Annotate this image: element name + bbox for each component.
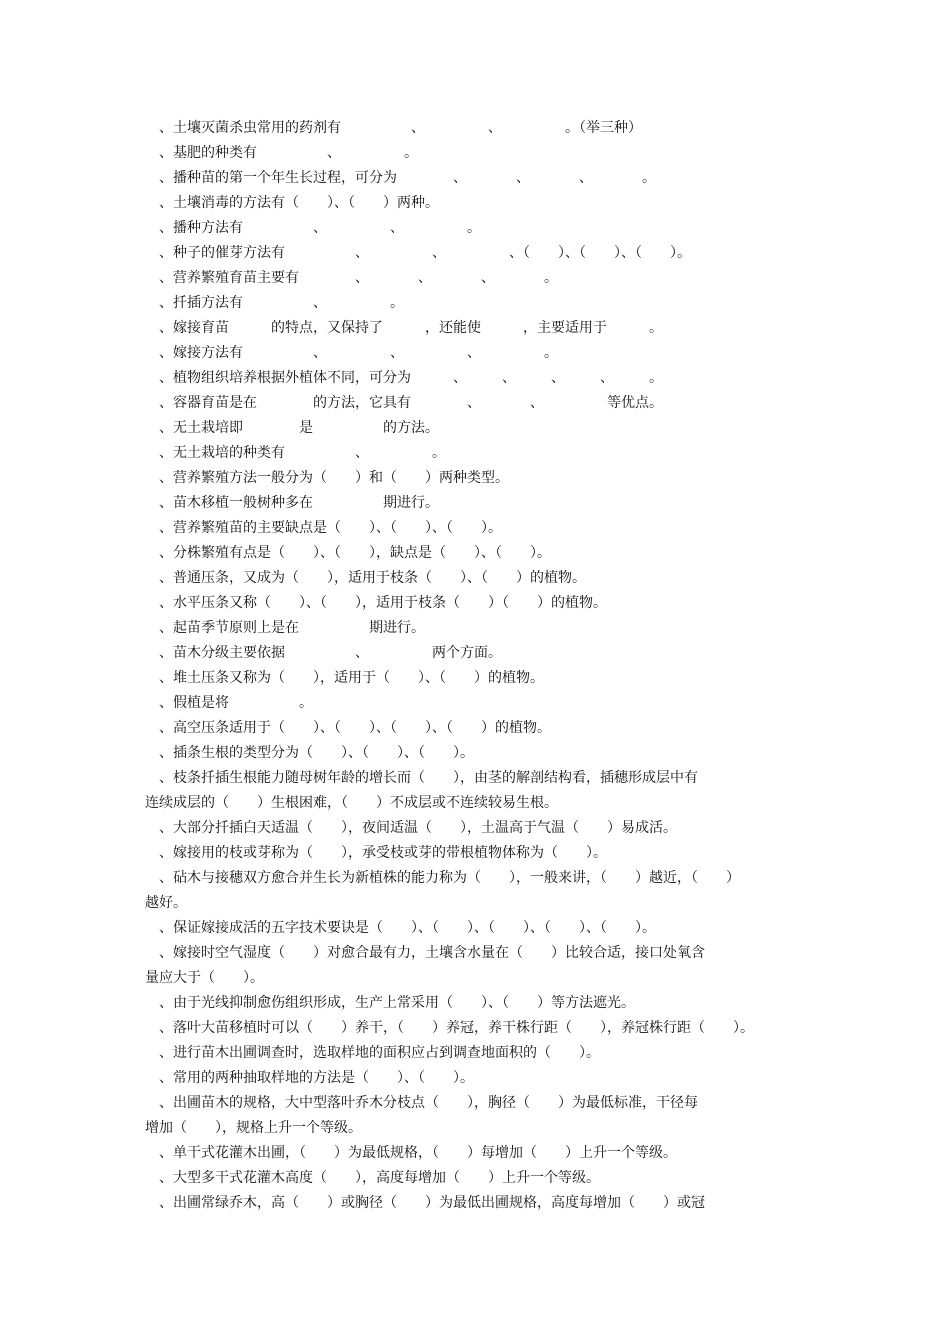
- text-line: 、无土栽培的种类有 、 。: [145, 445, 446, 461]
- text-line: 、常用的两种抽取样地的方法是（ ）、（ ）。: [145, 1070, 474, 1086]
- text-line: 、由于光线抑制愈伤组织形成，生产上常采用（ ）、（ ）等方法遮光。: [145, 995, 635, 1011]
- text-line: 、嫁接方法有 、 、 、 。: [145, 345, 558, 361]
- text-line: 、枝条扦插生根能力随母树年龄的增长而（ ），由茎的解剖结构看，插穗形成层中有: [145, 770, 698, 786]
- text-line: 、分株繁殖有点是（ ）、（ ），缺点是（ ）、（ ）。: [145, 545, 551, 561]
- text-line: 、土壤消毒的方法有（ ）、（ ）两种。: [145, 195, 439, 211]
- text-line: 、苗木移植一般树种多在 期进行。: [145, 495, 439, 511]
- text-line: 、高空压条适用于（ ）、（ ）、（ ）、（ ）的植物。: [145, 720, 551, 736]
- text-line: 、落叶大苗移植时可以（ ）养干，（ ）养冠，养干株行距（ ），养冠株行距（ ）。: [145, 1020, 754, 1036]
- text-line: 、普通压条，又成为（ ），适用于枝条（ ）、（ ）的植物。: [145, 570, 586, 586]
- text-line: 、播种苗的第一个年生长过程，可分为 、 、 、 。: [145, 170, 656, 186]
- text-line: 、插条生根的类型分为（ ）、（ ）、（ ）。: [145, 745, 474, 761]
- text-line: 、大部分扦插白天适温（ ），夜间适温（ ），土温高于气温（ ）易成活。: [145, 820, 677, 836]
- text-line: 、假植是将 。: [145, 695, 313, 711]
- text-line: 、嫁接时空气湿度（ ）对愈合最有力，土壤含水量在（ ）比较合适，接口处氧含: [145, 945, 705, 961]
- text-line: 、土壤灭菌杀虫常用的药剂有 、 、 。（举三种）: [145, 120, 642, 136]
- text-line: 、营养繁殖苗的主要缺点是（ ）、（ ）、（ ）。: [145, 520, 502, 536]
- text-line: 、进行苗木出圃调查时，选取样地的面积应占到调查地面积的（ ）。: [145, 1045, 600, 1061]
- text-line: 、保证嫁接成活的五字技术要诀是（ ）、（ ）、（ ）、（ ）、（ ）。: [145, 920, 656, 936]
- text-line: 越好。: [145, 895, 187, 911]
- text-line: 、营养繁殖方法一般分为（ ）和（ ）两种类型。: [145, 470, 509, 486]
- text-line: 、容器育苗是在 的方法，它具有 、 、 等优点。: [145, 395, 663, 411]
- text-line: 、植物组织培养根据外植体不同，可分为 、 、 、 、 。: [145, 370, 663, 386]
- text-line: 、堆土压条又称为（ ），适用于（ ）、（ ）的植物。: [145, 670, 544, 686]
- text-line: 、苗木分级主要依据 、 两个方面。: [145, 645, 502, 661]
- text-line: 、播种方法有 、 、 。: [145, 220, 481, 236]
- text-line: 、砧木与接穗双方愈合并生长为新植株的能力称为（ ），一般来讲，（ ）越近，（ ）: [145, 870, 740, 886]
- text-line: 、营养繁殖育苗主要有 、 、 、 。: [145, 270, 558, 286]
- text-line: 、种子的催芽方法有 、 、 、（ ）、（ ）、（ ）。: [145, 245, 691, 261]
- text-line: 、扦插方法有 、 。: [145, 295, 404, 311]
- text-line: 、嫁接用的枝或芽称为（ ），承受枝或芽的带根植物体称为（ ）。: [145, 845, 607, 861]
- text-line: 、出圃苗木的规格，大中型落叶乔木分枝点（ ），胸径（ ）为最低标准，干径每: [145, 1095, 698, 1111]
- text-line: 、起苗季节原则上是在 期进行。: [145, 620, 425, 636]
- text-line: 量应大于（ ）。: [145, 970, 264, 986]
- text-line: 、嫁接育苗 的特点，又保持了 ，还能使 ，主要适用于 。: [145, 320, 663, 336]
- text-line: 、水平压条又称（ ）、（ ），适用于枝条（ ）（ ）的植物。: [145, 595, 607, 611]
- text-line: 、无土栽培即 是 的方法。: [145, 420, 439, 436]
- text-line: 、单干式花灌木出圃，（ ）为最低规格，（ ）每增加（ ）上升一个等级。: [145, 1145, 677, 1161]
- text-line: 连续成层的（ ）生根困难，（ ）不成层或不连续较易生根。: [145, 795, 558, 811]
- text-line: 、基肥的种类有 、 。: [145, 145, 418, 161]
- text-line: 、出圃常绿乔木，高（ ）或胸径（ ）为最低出圃规格，高度每增加（ ）或冠: [145, 1195, 705, 1211]
- text-line: 增加（ ），规格上升一个等级。: [145, 1120, 362, 1136]
- text-line: 、大型多干式花灌木高度（ ），高度每增加（ ）上升一个等级。: [145, 1170, 600, 1186]
